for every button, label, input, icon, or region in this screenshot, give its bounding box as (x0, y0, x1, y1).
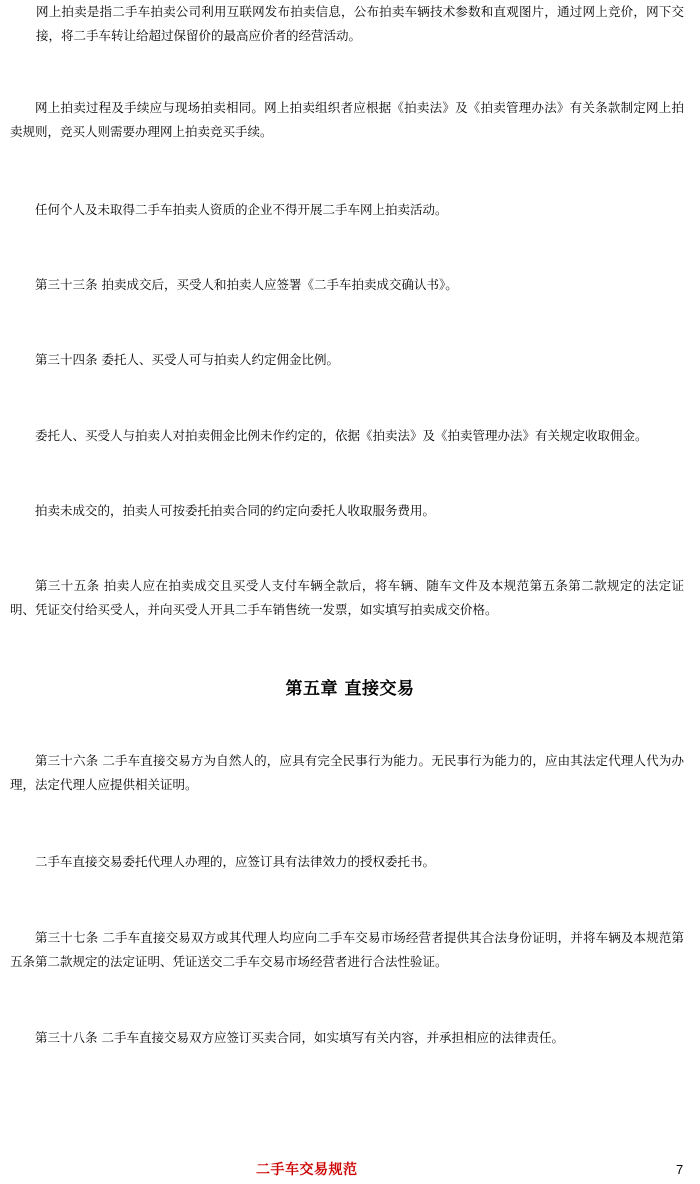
article-37: 第三十七条 二手车直接交易双方或其代理人均应向二手车交易市场经营者提供其合法身份证明，并将车辆及本规范第五条第二款规定的法定证明、凭证送交二手车交易市场经营者进行合法性验证。 (10, 930, 684, 969)
paragraph-auction-unsold-fee: 拍卖未成交的，拍卖人可按委托拍卖合同的约定向委托人收取服务费用。 (35, 503, 436, 518)
article-38: 第三十八条 二手车直接交易双方应签订买卖合同，如实填写有关内容，并承担相应的法律责任。 (35, 1030, 564, 1045)
chapter-title: 第五章 直接交易 (285, 679, 415, 699)
article-36: 第三十六条 二手车直接交易方为自然人的，应具有完全民事行为能力。无民事行为能力的，应由其法定代理人代为办理，法定代理人应提供相关证明。 (10, 753, 684, 792)
paragraph-online-auction-definition: 网上拍卖是指二手车拍卖公司利用互联网发布拍卖信息，公布拍卖车辆技术参数和直观图片，通过网上竞价，网下交接，将二手车转让给超过保留价的最高应价者的经营活动。 (36, 4, 684, 43)
article-34: 第三十四条 委托人、买受人可与拍卖人约定佣金比例。 (35, 352, 339, 367)
paragraph-commission-default: 委托人、买受人与拍卖人对拍卖佣金比例未作约定的，依据《拍卖法》及《拍卖管理办法》有关规定收取佣金。 (35, 428, 648, 443)
article-35: 第三十五条 拍卖人应在拍卖成交且买受人支付车辆全款后，将车辆、随车文件及本规范第五条第二款规定的法定证明、凭证交付给买受人，并向买受人开具二手车销售统一发票，如实填写拍卖成交价格。 (10, 578, 684, 617)
article-33: 第三十三条 拍卖成交后，买受人和拍卖人应签署《二手车拍卖成交确认书》。 (35, 277, 458, 292)
paragraph-online-auction-restriction: 任何个人及未取得二手车拍卖人资质的企业不得开展二手车网上拍卖活动。 (35, 202, 448, 217)
page-number: 7 (676, 1162, 684, 1177)
footer-document-title: 二手车交易规范 (256, 1162, 358, 1178)
paragraph-direct-trade-agent: 二手车直接交易委托代理人办理的，应签订具有法律效力的授权委托书。 (35, 854, 436, 869)
paragraph-online-auction-process: 网上拍卖过程及手续应与现场拍卖相同。网上拍卖组织者应根据《拍卖法》及《拍卖管理办法》有关条款制定网上拍卖规则，竞买人则需要办理网上拍卖竞买手续。 (10, 100, 684, 139)
